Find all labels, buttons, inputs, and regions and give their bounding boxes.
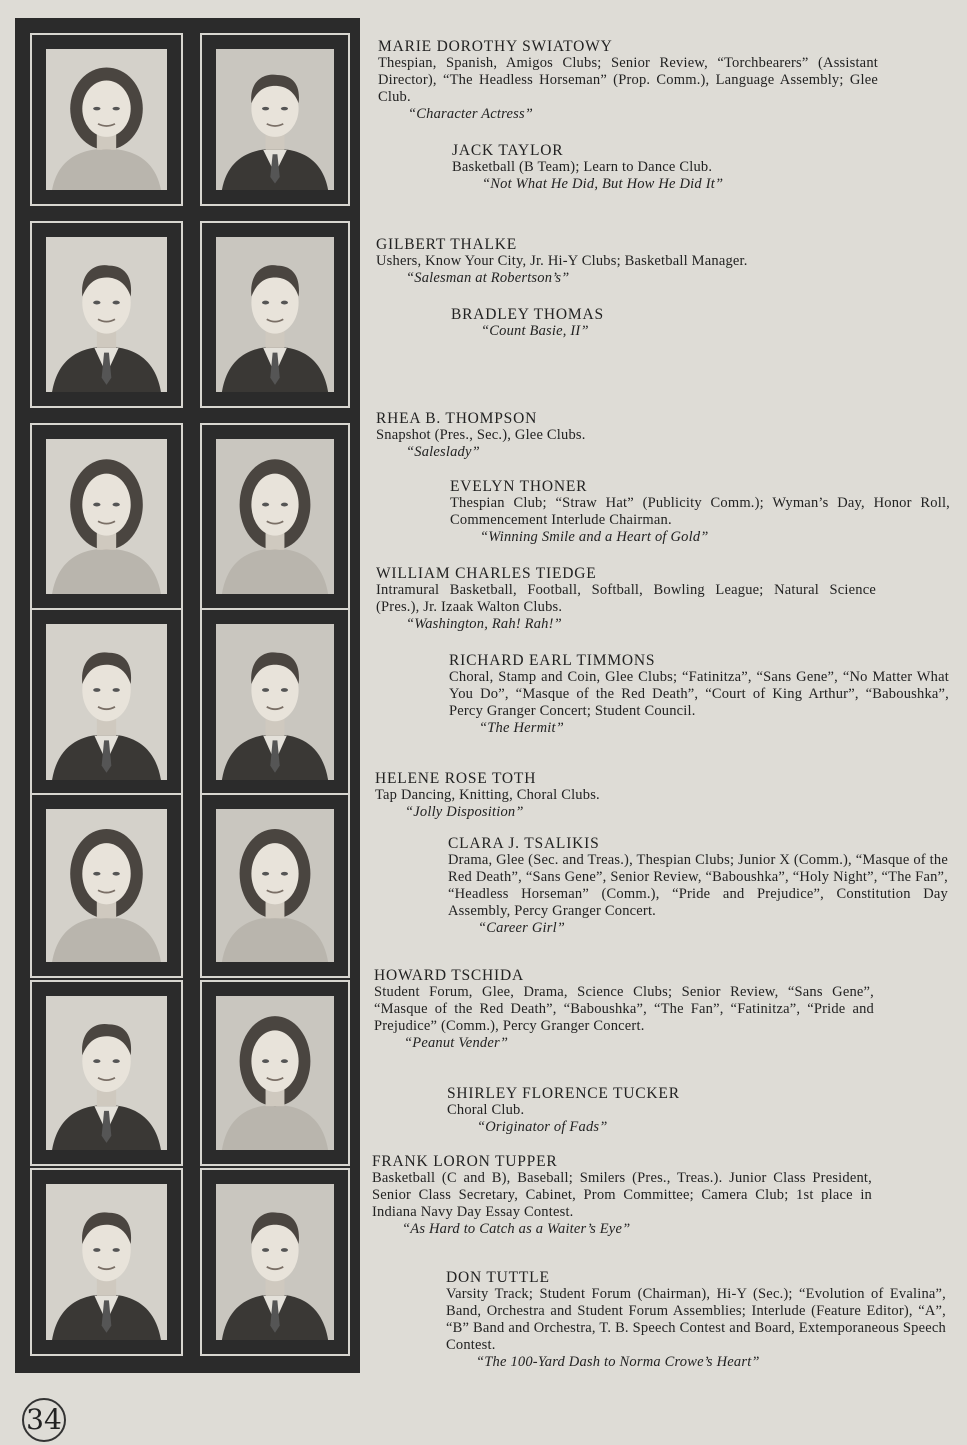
student-photo-frame [200,423,350,610]
student-activities: Intramural Basketball, Football, Softball, Bowling League; Natural Science (Pres.), Jr. Izaak Walton Clubs. [376,582,876,615]
student-name: SHIRLEY FLORENCE TUCKER [447,1085,680,1102]
student-name: MARIE DOROTHY SWIATOWY [378,38,613,55]
female-student-portrait-2 [46,439,167,594]
student-activities: Snapshot (Pres., Sec.), Glee Clubs. [376,427,586,443]
student-entry [375,770,895,821]
male-student-portrait-7 [46,1184,167,1340]
student-activities: Thespian Club; “Straw Hat” (Publicity Comm.); Wyman’s Day, Honor Roll, Commencement Interlude Chairman. [450,495,950,528]
student-activities: Basketball (C and B), Baseball; Smilers (Pres., Treas.). Junior Class President, Senior Class Secretary, Cabinet, Prom Committee; Camera Club; 1st place in Indiana Navy Day Essay Contest. [372,1170,872,1220]
student-entry [374,967,874,1052]
student-photo-frame [30,1168,183,1356]
student-quote: “The 100-Yard Dash to Norma Crowe’s Heart” [476,1354,760,1370]
student-name: HOWARD TSCHIDA [374,967,524,984]
student-photo-frame [200,793,350,978]
student-entry [447,1085,867,1136]
student-activities: Choral, Stamp and Coin, Glee Clubs; “Fatinitza”, “Sans Gene”, “No Matter What You Do”, “Masque of the Red Death”, “Court of King Arthur”, “Baboushka”, Percy Granger Concert; Student Council. [449,669,949,719]
female-student-portrait-3 [216,439,334,594]
student-quote: “Not What He Did, But How He Did It” [482,176,724,192]
student-name: CLARA J. TSALIKIS [448,835,600,852]
student-photo-frame [200,221,350,408]
photo-column [15,18,360,1373]
student-photo-frame [200,980,350,1166]
student-quote: “Peanut Vender” [404,1035,509,1051]
female-student-portrait-5 [216,809,334,962]
student-quote: “Saleslady” [406,444,480,460]
student-quote: “Jolly Disposition” [405,804,524,820]
student-name: HELENE ROSE TOTH [375,770,537,787]
female-student-portrait-4 [46,809,167,962]
student-entry [376,236,896,287]
student-entry [448,835,948,937]
student-name: DON TUTTLE [446,1269,550,1286]
student-name: WILLIAM CHARLES TIEDGE [376,565,597,582]
student-entry [451,306,871,340]
student-activities: Thespian, Spanish, Amigos Clubs; Senior Review, “Torchbearers” (Assistant Director), “The Headless Horseman” (Prop. Comm.), Language Assembly; Glee Club. [378,55,878,105]
student-activities: Ushers, Know Your City, Jr. Hi-Y Clubs; Basketball Manager. [376,253,748,269]
student-name: GILBERT THALKE [376,236,518,253]
student-photo-frame [30,608,183,796]
student-entry [376,410,896,461]
student-entry [452,142,872,193]
student-quote: “Salesman at Robertson’s” [406,270,570,286]
student-quote: “Career Girl” [478,920,566,936]
student-quote: “Originator of Fads” [477,1119,608,1135]
student-quote: “Winning Smile and a Heart of Gold” [480,529,709,545]
student-photo-frame [30,793,183,978]
student-photo-frame [30,33,183,206]
student-quote: “Count Basie, II” [481,323,589,339]
female-student-portrait-1 [46,49,167,190]
student-quote: “As Hard to Catch as a Waiter’s Eye” [402,1221,631,1237]
student-name: FRANK LORON TUPPER [372,1153,558,1170]
student-photo-frame [30,423,183,610]
student-activities: Choral Club. [447,1102,525,1118]
student-name: BRADLEY THOMAS [451,306,604,323]
student-quote: “Washington, Rah! Rah!” [406,616,562,632]
page-number: 34 [22,1398,66,1442]
male-student-portrait-8 [216,1184,334,1340]
female-student-portrait-6 [216,996,334,1150]
student-name: RHEA B. THOMPSON [376,410,538,427]
student-entry [450,478,950,546]
student-activities: Tap Dancing, Knitting, Choral Clubs. [375,787,600,803]
student-activities: Varsity Track; Student Forum (Chairman), Hi-Y (Sec.); “Evolution of Evalina”, Band, Orchestra and Student Forum Assemblies; Interlude (Feature Editor), “A”, “B” Band and Orchestra, T. B. Speech Contest and Board, Extemporaneous Speech Contest. [446,1286,946,1353]
student-activities: Student Forum, Glee, Drama, Science Clubs; Senior Review, “Sans Gene”, “Masque of the Red Death”, “Baboushka”, “The Fan”, “Fatinitza”, “Pride and Prejudice” (Comm.), Percy Granger Concert. [374,984,874,1034]
student-name: JACK TAYLOR [452,142,564,159]
male-student-portrait-3 [216,237,334,392]
male-student-portrait-5 [216,624,334,780]
student-photo-frame [30,980,183,1166]
male-student-portrait-4 [46,624,167,780]
student-photo-frame [30,221,183,408]
student-photo-frame [200,1168,350,1356]
student-entry [449,652,949,737]
male-student-portrait-6 [46,996,167,1150]
student-quote: “The Hermit” [479,720,564,736]
student-name: EVELYN THONER [450,478,588,495]
student-photo-frame [200,608,350,796]
student-entry [378,38,878,123]
student-quote: “Character Actress” [408,106,534,122]
student-activities: Basketball (B Team); Learn to Dance Club. [452,159,713,175]
student-activities: Drama, Glee (Sec. and Treas.), Thespian Clubs; Junior X (Comm.), “Masque of the Red Death”, “Sans Gene”, Senior Review, “Baboushka”, “Holy Night”, “The Fan”, “Headless Horseman” (Comm.), “Pride and Prejudice”, Constitution Day Assembly, Percy Granger Concert. [448,852,948,919]
male-student-portrait-1 [216,49,334,190]
student-name: RICHARD EARL TIMMONS [449,652,656,669]
student-entry [446,1269,946,1371]
student-photo-frame [200,33,350,206]
student-entry [372,1153,872,1238]
male-student-portrait-2 [46,237,167,392]
student-entry [376,565,876,633]
